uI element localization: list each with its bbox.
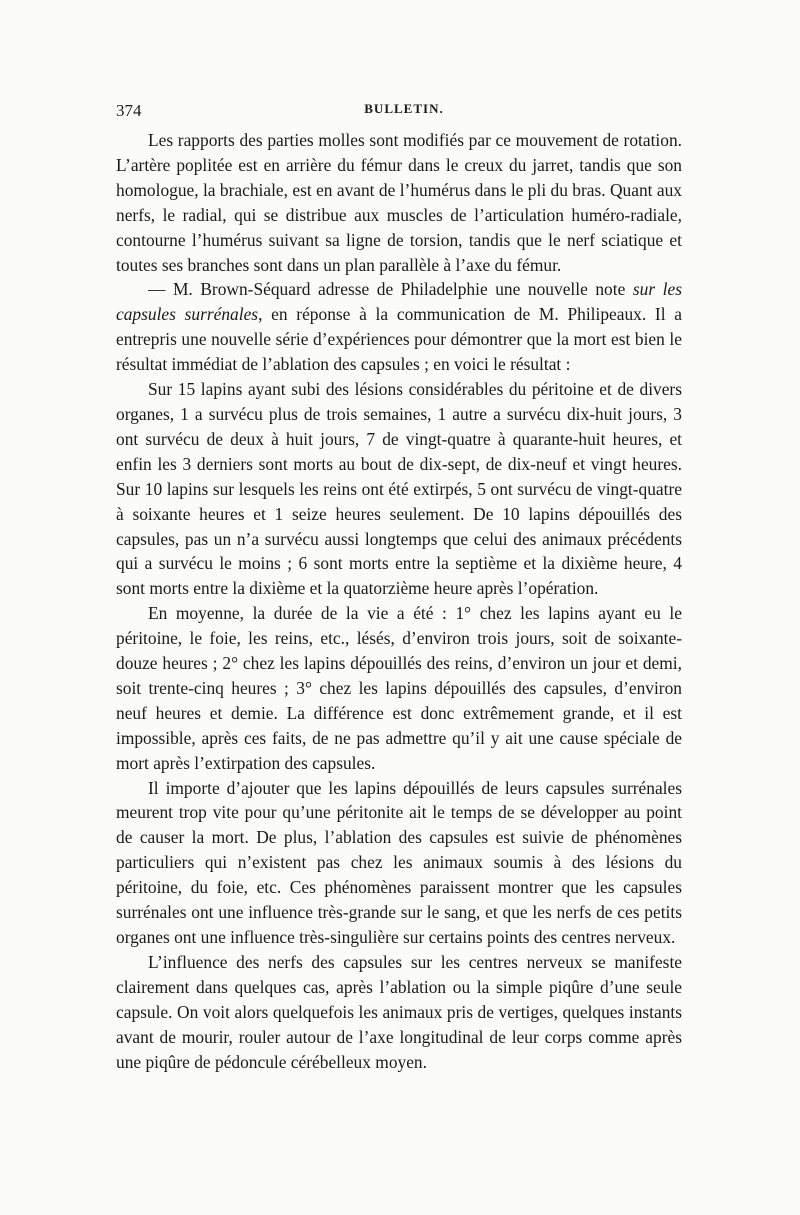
paragraph-average: En moyenne, la durée de la vie a été : 1° chez les lapins ayant eu le péritoine, le foie, les reins, etc., lésés, d’environ trois jours, soit de soixante-douze heures ; 2° chez les lapins dépouillés des reins, d’environ un jour et demi, soit trente-cinq heures ; 3° chez les lapins dépouillés des capsules, d’environ neuf heures et demie. La différence est donc extrêmement grande, et il est impossible, après ces faits, de ne pas admettre qu’il y ait une cause spéciale de mort après l’extirpation des capsules. (116, 603, 682, 773)
paragraph-influence: L’influence des nerfs des capsules sur les centres nerveux se manifeste clairement dans quelques cas, après l’ablation ou la simple piqûre d’une seule capsule. On voit alors quelquefois les animaux pris de vertiges, quelques instants avant de mourir, rouler autour de l’axe longitudinal de leur corps comme après une piqûre de pédoncule cérébelleux moyen. (116, 951, 682, 1072)
note-lead: — M. Brown-Séquard adresse de Philadelphie une nouvelle note (148, 279, 633, 300)
body-text (116, 128, 682, 1074)
running-head: BULLETIN. (364, 101, 444, 116)
paragraph-note (116, 277, 682, 377)
note-rest: , en réponse à la communication de M. Philipeaux. Il a entrepris une nouvelle série d’expériences pour démontrer que la mort est bien le résultat immédiat de l’ablation des capsules ; en voici le résultat : (116, 304, 682, 375)
page-number: 374 (116, 101, 142, 120)
page-header (116, 101, 682, 125)
paragraph-addendum: Il importe d’ajouter que les lapins dépouillés de leurs capsules surrénales meurent trop vite pour qu’une péritonite ait le temps de se développer au point de causer la mort. De plus, l’ablation des capsules est suivie de phénomènes particuliers qui n’existent pas chez les animaux soumis à des lésions du péritoine, du foie, etc. Ces phénomènes paraissent montrer que les capsules surrénales ont une influence très-grande sur le sang, et que les nerfs de ces petits organes ont une influence très-singulière sur certains points des centres nerveux. (116, 777, 682, 947)
paragraph-rotation: Les rapports des parties molles sont modifiés par ce mouvement de rotation. L’artère poplitée est en arrière du fémur dans le creux du jarret, tandis que son homologue, la brachiale, est en avant de l’humérus dans le pli du bras. Quant aux nerfs, le radial, qui se distribue aux muscles de l’articulation huméro-radiale, contourne l’humérus suivant sa ligne de torsion, tandis que le nerf sciatique et toutes ses branches sont dans un plan parallèle à l’axe du fémur. (116, 130, 682, 275)
note-title: sur les capsules surrénales (116, 279, 682, 325)
paragraph-results: Sur 15 lapins ayant subi des lésions considérables du péritoine et de divers organes, 1 a survécu plus de trois semaines, 1 autre a survécu dix-huit jours, 3 ont survécu de deux à huit jours, 7 de vingt-quatre à quarante-huit heures, et enfin les 3 derniers sont morts au bout de dix-sept, de dix-neuf et vingt heures. Sur 10 lapins sur lesquels les reins ont été extirpés, 5 ont survécu de vingt-quatre à soixante heures et 1 seize heures seulement. De 10 lapins dépouillés des capsules, pas un n’a survécu aussi longtemps que celui des animaux précédents qui a survécu le moins ; 6 sont morts entre la septième et la dixième heure, 4 sont morts entre la dixième et la quatorzième heure après l’opération. (116, 379, 682, 599)
